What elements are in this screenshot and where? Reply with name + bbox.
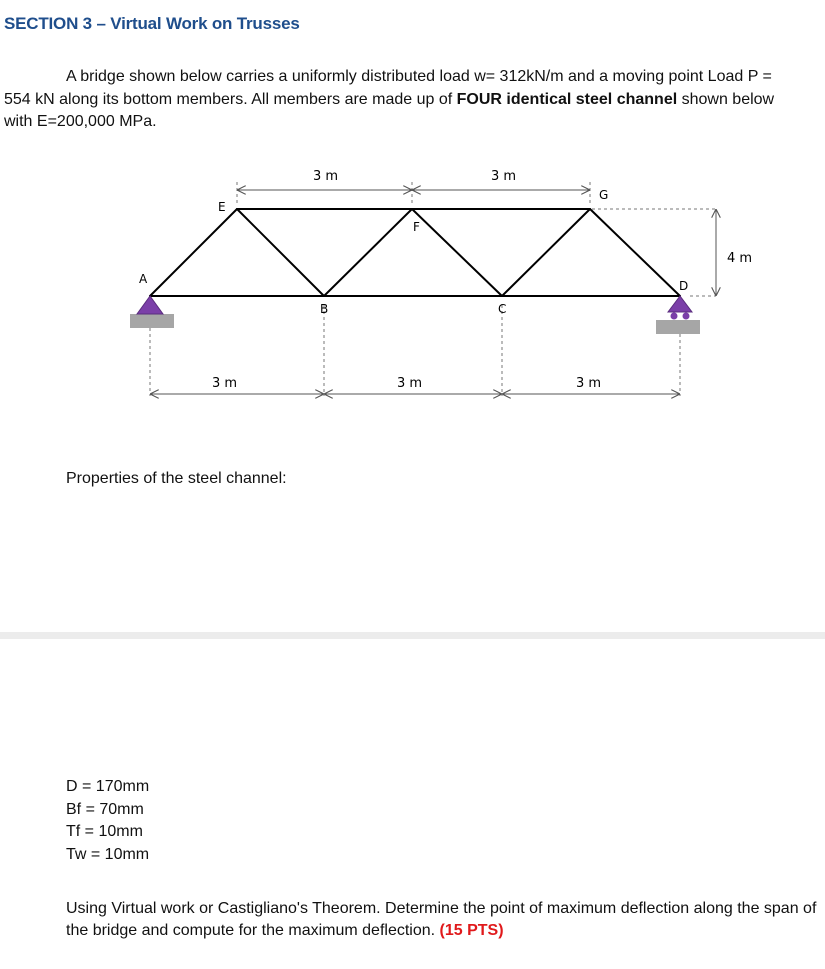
intro-bold-text: FOUR identical steel channel [456,90,678,108]
question [66,898,824,942]
question-text: Using Virtual work or Castigliano's Theorem. Determine the point of maximum deflection along the span of the bridge and compute for the maximum deflection. [66,900,817,939]
node-label-f: F [413,220,420,234]
intro-line-3: with E=200,000 MPa. [4,113,157,130]
property-flange-thickness: Tf = 10mm [66,823,143,840]
node-label-g: G [599,188,609,202]
member-ae [150,209,237,296]
member-cg [502,209,590,296]
reference-lines [150,182,716,396]
bottom-dim-label-2: 3 m [397,376,423,391]
roller-support-icon [668,296,692,312]
points-badge: (15 PTS) [439,922,504,939]
property-depth: D = 170mm [66,778,150,795]
truss-diagram [0,0,825,420]
property-web-thickness: Tw = 10mm [66,845,150,863]
ground-block-d [656,320,700,334]
pin-support [130,296,174,328]
node-label-b: B [320,302,329,316]
page-divider [0,632,825,639]
height-dim-label: 4 m [727,251,753,266]
bottom-dim-label-1: 3 m [212,376,238,391]
roller-wheel-icon [671,313,678,320]
roller-wheel-icon [683,313,690,320]
node-label-c: C [498,302,507,316]
intro-line-2-end: shown below [677,90,775,108]
pin-support-icon [137,296,163,314]
node-label-e: E [218,200,226,214]
intro-line-1: A bridge shown below carries a uniformly distributed load w= 312kN/m and a moving point Load P = [66,68,772,85]
property-flange-width: Bf = 70mm [66,800,144,818]
properties-label: Properties of the steel channel: [66,470,287,487]
section-heading: SECTION 3 – Virtual Work on Trusses [4,14,300,33]
member-gd [590,209,680,296]
roller-support [656,296,700,334]
member-bf [324,209,412,296]
properties-list [66,776,149,866]
dimension-arrows [150,190,716,394]
bottom-dim-label-3: 3 m [576,376,602,391]
intro-line-2-start: 554 kN along its bottom members. All members are made up of [4,90,457,108]
node-label-d: D [679,279,689,293]
node-label-a: A [139,272,148,286]
top-dim-label-2: 3 m [491,169,517,184]
member-fc [412,209,502,296]
member-eb [237,209,324,296]
ground-block-a [130,314,174,328]
top-dim-label-1: 3 m [313,169,339,184]
